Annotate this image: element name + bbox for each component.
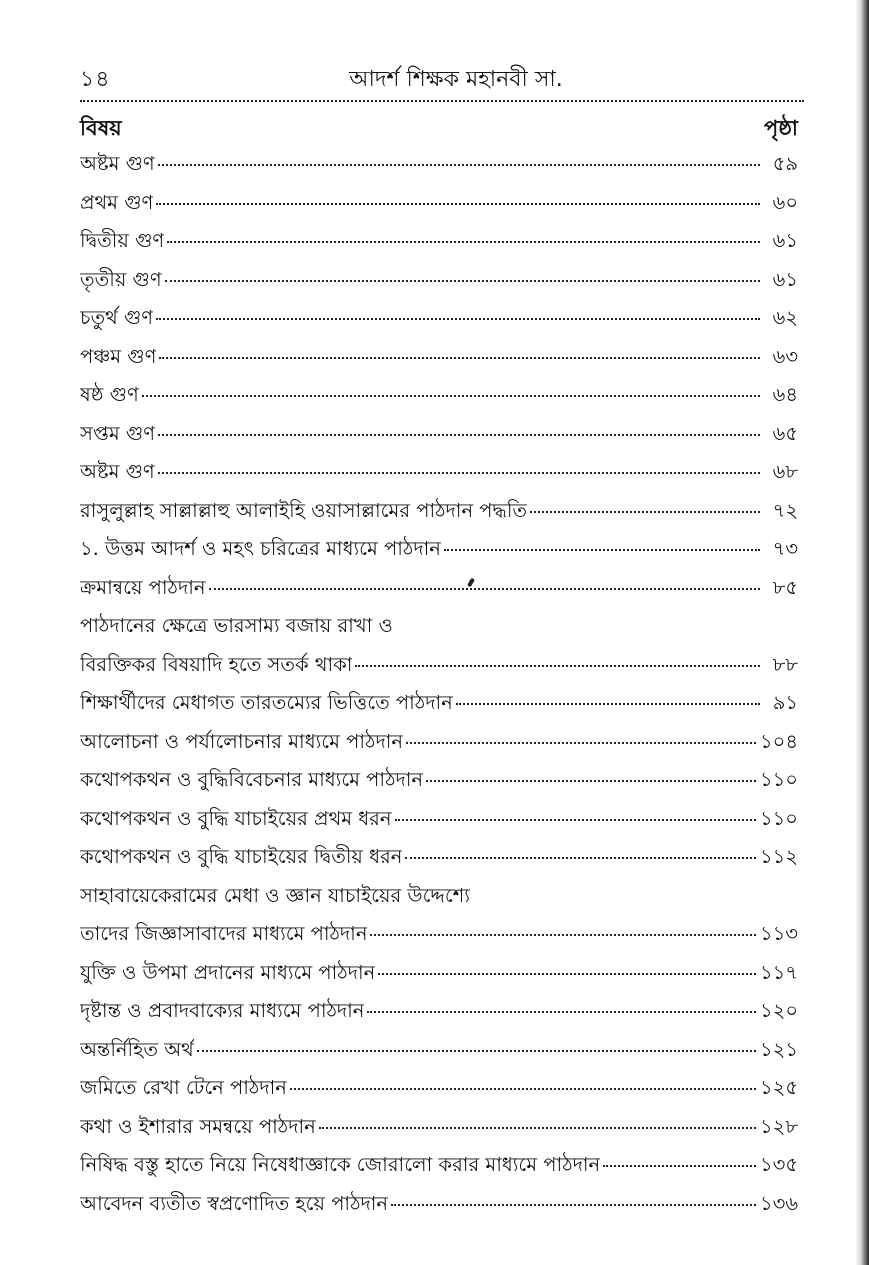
subject-column-heading: বিষয় xyxy=(80,116,122,140)
toc-entry-title: পাঠদানের ক্ষেত্রে ভারসাম্য বজায় রাখা ও xyxy=(80,614,393,637)
toc-entry xyxy=(80,882,792,921)
toc-entry xyxy=(80,920,798,959)
toc-entry xyxy=(80,612,792,651)
toc-entry-page: ৬০ xyxy=(772,190,798,214)
toc-entry xyxy=(80,728,798,767)
toc-entry xyxy=(80,805,798,844)
toc-entry-title: সাহাবায়েকেরামের মেধা ও জ্ঞান যাচাইয়ের উদ্দেশ্যে xyxy=(80,883,470,907)
toc-entry-title: কথোপকথন ও বুদ্ধিবিবেচনার মাধ্যমে পাঠদান xyxy=(80,768,424,791)
dot-leader xyxy=(355,665,760,667)
toc-entry-title: চতুর্থ গুণ xyxy=(80,306,154,329)
toc-entry-page: ৫৯ xyxy=(772,152,798,175)
toc-entry xyxy=(80,1151,798,1190)
toc-entry-page: ৮৫ xyxy=(772,575,798,599)
toc-entry xyxy=(80,343,798,382)
dot-leader xyxy=(158,164,760,166)
dot-leader xyxy=(426,780,756,782)
toc-entry-page: ৬২ xyxy=(772,306,798,329)
toc-entry-title: দ্বিতীয় গুণ xyxy=(80,229,165,252)
toc-entry-page: ৬১ xyxy=(772,229,798,252)
dot-leader xyxy=(367,1011,756,1013)
toc-entry xyxy=(80,497,798,536)
toc-entry-title: রাসুলুল্লাহ সাল্লাল্লাহু আলাইহি ওয়াসাল্লামের পাঠদান পদ্ধতি xyxy=(80,498,528,522)
toc-entry-title: আলোচনা ও পর্যালোচনার মাধ্যমে পাঠদান xyxy=(80,729,404,753)
toc-entry xyxy=(80,535,798,574)
toc-entry-page: ৮৮ xyxy=(772,652,798,676)
header-dotted-rule xyxy=(80,100,804,102)
dot-leader xyxy=(456,703,760,705)
dot-leader xyxy=(290,1088,756,1090)
dot-leader xyxy=(319,1127,756,1129)
toc-entry xyxy=(80,381,798,420)
toc-entry xyxy=(80,189,798,228)
toc-entry-title: শিক্ষার্থীদের মেধাগত তারতম্যের ভিত্তিতে পাঠদান xyxy=(80,691,453,714)
toc-entry xyxy=(80,420,798,459)
dot-leader xyxy=(370,934,756,936)
toc-entry-page: ১২১ xyxy=(760,1037,798,1061)
toc-entry xyxy=(80,1074,798,1113)
toc-entry-page: ১১২ xyxy=(760,845,798,868)
toc-entry-page: ৬৪ xyxy=(772,383,798,406)
dot-leader xyxy=(142,395,760,397)
dot-leader xyxy=(156,318,760,320)
toc-entry-title: নিষিদ্ধ বস্তু হাতে নিয়ে নিষেধাজ্ঞাকে জোরালো করার মাধ্যমে পাঠদান xyxy=(80,1153,601,1176)
page-number: ১৪ xyxy=(80,67,111,92)
toc-entry xyxy=(80,227,798,266)
toc-entry-page: ১৩৫ xyxy=(760,1153,798,1176)
toc-entry-page: ৭৩ xyxy=(772,537,798,560)
running-title: আদর্শ শিক্ষক মহানবী সা. xyxy=(349,67,563,92)
dot-leader xyxy=(406,742,756,744)
toc-entry-page: ৬১ xyxy=(772,267,798,291)
scan-edge-shadow xyxy=(855,0,869,1265)
dot-leader xyxy=(530,511,760,513)
toc-entry-title: তৃতীয় গুণ xyxy=(80,267,162,291)
dot-leader xyxy=(603,1165,756,1167)
toc-entry-title: কথোপকথন ও বুদ্ধি যাচাইয়ের দ্বিতীয় ধরন xyxy=(80,845,403,868)
toc-entry-title: অষ্টম গুণ xyxy=(80,152,155,175)
toc-entry-page: ৭২ xyxy=(772,498,798,522)
toc-entry xyxy=(80,1190,798,1229)
toc-entry xyxy=(80,766,798,805)
toc-entry-page: ১১৭ xyxy=(760,960,798,984)
toc-entry xyxy=(80,150,798,189)
dot-leader xyxy=(391,1204,756,1206)
toc-entry-page: ৯১ xyxy=(772,691,798,714)
toc-entry-page: ১৩৬ xyxy=(759,1191,798,1215)
toc-entry-title: অষ্টম গুণ xyxy=(80,460,155,483)
toc-entry-title: যুক্তি ও উপমা প্রদানের মাধ্যমে পাঠদান xyxy=(80,960,376,984)
toc-entry-page: ৬৩ xyxy=(772,344,798,368)
toc-entry xyxy=(80,689,798,728)
dot-leader xyxy=(158,434,760,436)
toc-entry-title: ষষ্ঠ গুণ xyxy=(80,383,139,406)
toc-entry-page: ১২৫ xyxy=(760,1076,798,1099)
dot-leader xyxy=(209,588,760,590)
toc-entry-title: কথোপকথন ও বুদ্ধি যাচাইয়ের প্রথম ধরন xyxy=(80,806,392,830)
toc-entry-title: তাদের জিজ্ঞাসাবাদের মাধ্যমে পাঠদান xyxy=(80,922,368,945)
dot-leader xyxy=(167,241,760,243)
toc-entry xyxy=(80,843,798,882)
toc-entry-title: আবেদন ব্যতীত স্বপ্রণোদিত হয়ে পাঠদান xyxy=(80,1191,389,1215)
toc-entry-title: ক্রমান্বয়ে পাঠদান xyxy=(80,575,206,599)
dot-leader xyxy=(395,819,756,821)
dot-leader xyxy=(159,357,760,359)
dot-leader xyxy=(444,549,760,551)
toc-entry xyxy=(80,997,798,1036)
toc-entry xyxy=(80,574,798,613)
toc-page xyxy=(80,62,798,1228)
toc-entry-title: অন্তর্নিহিত অর্থ xyxy=(80,1037,194,1061)
toc-entry-title: পঞ্চম গুণ xyxy=(80,344,157,368)
dot-leader xyxy=(197,1050,756,1052)
toc-entry xyxy=(80,651,798,690)
toc-entry-title: প্রথম গুণ xyxy=(80,190,154,214)
toc-entry-page: ৬৮ xyxy=(772,460,798,483)
column-headings xyxy=(80,112,798,150)
toc-list xyxy=(80,150,798,1228)
toc-entry-title: জমিতে রেখা টেনে পাঠদান xyxy=(80,1076,287,1099)
dot-leader xyxy=(158,472,760,474)
toc-entry-title: কথা ও ইশারার সমন্বয়ে পাঠদান xyxy=(80,1114,316,1138)
toc-entry-title: বিরক্তিকর বিষয়াদি হতে সতর্ক থাকা xyxy=(80,652,353,676)
toc-entry xyxy=(80,959,798,998)
toc-entry-title: ১. উত্তম আদর্শ ও মহৎ চরিত্রের মাধ্যমে পাঠদান xyxy=(80,537,441,560)
toc-entry xyxy=(80,458,798,497)
toc-entry-page: ৬৫ xyxy=(772,421,798,445)
dot-leader xyxy=(405,857,756,859)
toc-entry-page: ১১৩ xyxy=(760,922,798,945)
toc-entry xyxy=(80,1113,798,1152)
page-header xyxy=(80,62,792,98)
toc-entry-title: দৃষ্টান্ত ও প্রবাদবাক্যের মাধ্যমে পাঠদান xyxy=(80,999,365,1022)
toc-entry-title: সপ্তম গুণ xyxy=(80,421,156,445)
toc-entry-page: ১১০ xyxy=(760,768,798,791)
toc-entry xyxy=(80,1036,798,1075)
toc-entry-page: ১২৮ xyxy=(760,1114,798,1138)
toc-entry-page: ১০৪ xyxy=(760,729,798,753)
toc-entry-page: ১১০ xyxy=(760,806,798,830)
toc-entry xyxy=(80,266,798,305)
dot-leader xyxy=(165,280,760,282)
dot-leader xyxy=(156,203,760,205)
page-column-heading: পৃষ্ঠা xyxy=(763,116,798,140)
dot-leader xyxy=(378,973,756,975)
toc-entry-page: ১২০ xyxy=(759,999,798,1022)
toc-entry xyxy=(80,304,798,343)
